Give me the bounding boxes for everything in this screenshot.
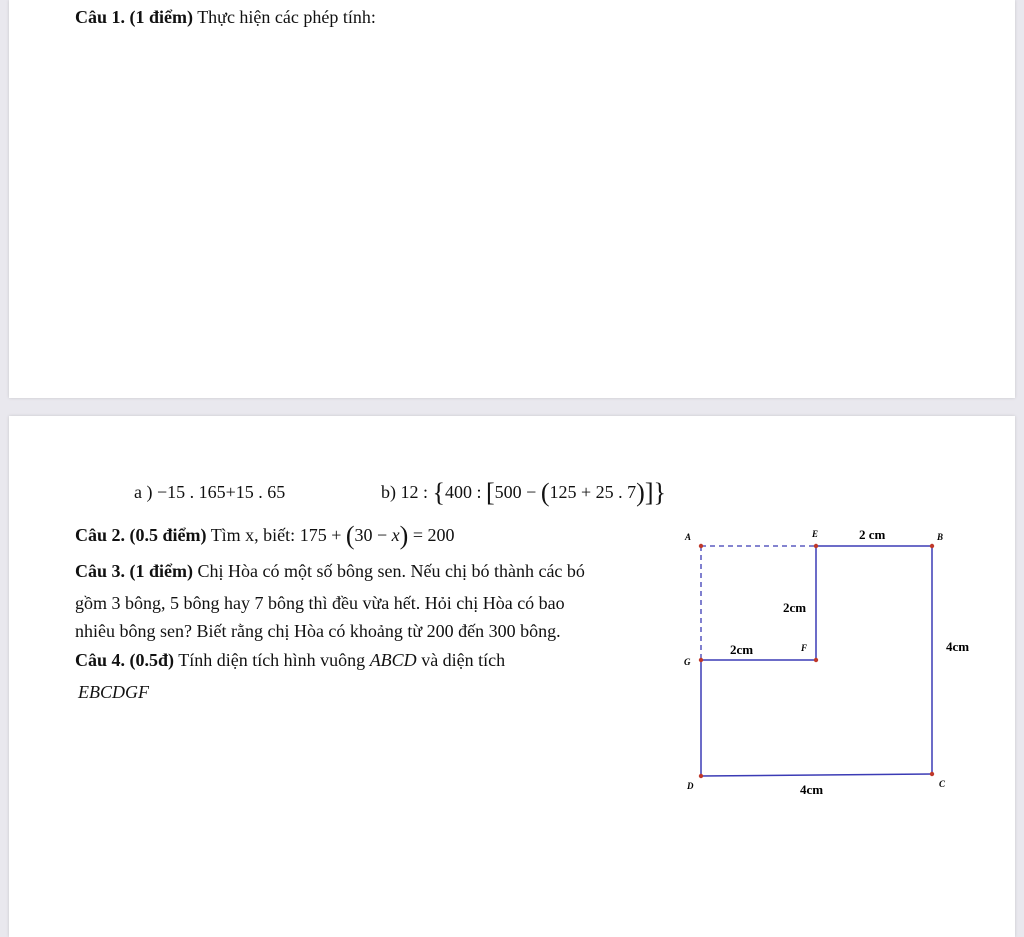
- q1b-brace-left: {: [432, 478, 445, 507]
- point-c: [930, 772, 934, 776]
- question-1-heading: [75, 6, 376, 28]
- q1b-paren-left: (: [540, 478, 550, 507]
- q3-line-3: nhiêu bông sen? Biết rằng chị Hòa có khoảng từ 200 đến 300 bông.: [75, 621, 561, 641]
- q4-shape-ebcdgf: EBCDGF: [78, 682, 149, 702]
- q1b-label: b) 12 :: [381, 482, 428, 502]
- label-e: E: [812, 529, 819, 539]
- q3-text-1: Chị Hòa có một số bông sen. Nếu chị bó thành các bó: [197, 561, 585, 581]
- q1-text: Thực hiện các phép tính:: [197, 7, 376, 27]
- q2-expr-c: = 200: [412, 525, 455, 545]
- square-figure: [669, 526, 989, 826]
- point-e: [814, 544, 818, 548]
- q4-text-b: và diện tích: [421, 650, 506, 670]
- label-b: B: [937, 532, 944, 542]
- label-c: C: [939, 779, 946, 789]
- label-dc-length: 4cm: [800, 782, 824, 797]
- q3-line-2: gồm 3 bông, 5 bông hay 7 bông thì đều vừa hết. Hỏi chị Hòa có bao: [75, 593, 565, 613]
- q3-line-1: [75, 560, 585, 582]
- point-g: [699, 658, 703, 662]
- question-4: [75, 649, 505, 671]
- label-ef-length: 2cm: [783, 600, 807, 615]
- q1-part-b: [381, 478, 666, 507]
- point-d: [699, 774, 703, 778]
- page-top: [9, 0, 1015, 398]
- q1b-paren-right: ): [636, 478, 645, 507]
- q2-paren-left: (: [345, 521, 355, 550]
- q4-label: Câu 4.: [75, 650, 126, 670]
- q3-label: Câu 3.: [75, 561, 126, 581]
- q1b-num1: 400 :: [444, 482, 482, 502]
- q2-paren-right: ): [399, 521, 409, 550]
- q2-points: (0.5 điểm): [129, 525, 207, 545]
- page-bottom: [9, 416, 1015, 937]
- q1b-num2: 500 −: [494, 482, 537, 502]
- q1b-bracket-right: ]: [644, 478, 654, 507]
- point-a: [699, 544, 703, 548]
- q1b-brace-right: }: [653, 478, 666, 507]
- q2-label: Câu 2.: [75, 525, 126, 545]
- point-b: [930, 544, 934, 548]
- question-2: [75, 521, 455, 550]
- q1b-bracket-left: [: [486, 478, 495, 507]
- q1b-num3: 125 + 25 . 7: [549, 482, 637, 502]
- label-eb-length: 2 cm: [859, 527, 886, 542]
- q1a-label: a ): [134, 482, 153, 502]
- q1-label: Câu 1.: [75, 7, 126, 27]
- q4-shape-abcd: ABCD: [369, 650, 417, 670]
- label-a: A: [685, 532, 692, 542]
- q1-points: (1 điểm): [129, 7, 193, 27]
- label-g: G: [684, 657, 691, 667]
- q4-points: (0.5đ): [129, 650, 175, 670]
- point-f: [814, 658, 818, 662]
- q4-text-a: Tính diện tích hình vuông: [178, 650, 366, 670]
- segment-cd: [701, 774, 932, 776]
- label-d: D: [687, 781, 694, 791]
- q2-expr-b: 30 −: [354, 525, 388, 545]
- label-gf-length: 2cm: [730, 642, 754, 657]
- label-f: F: [801, 643, 808, 653]
- q2-variable: x: [391, 525, 400, 545]
- q1a-expression: −15 . 165+15 . 65: [156, 482, 286, 502]
- q2-text: Tìm x, biết:: [210, 525, 296, 545]
- label-bc-length: 4cm: [946, 639, 970, 654]
- q1-part-a: [134, 481, 285, 503]
- q2-expr-a: 175 +: [299, 525, 342, 545]
- q3-points: (1 điểm): [129, 561, 193, 581]
